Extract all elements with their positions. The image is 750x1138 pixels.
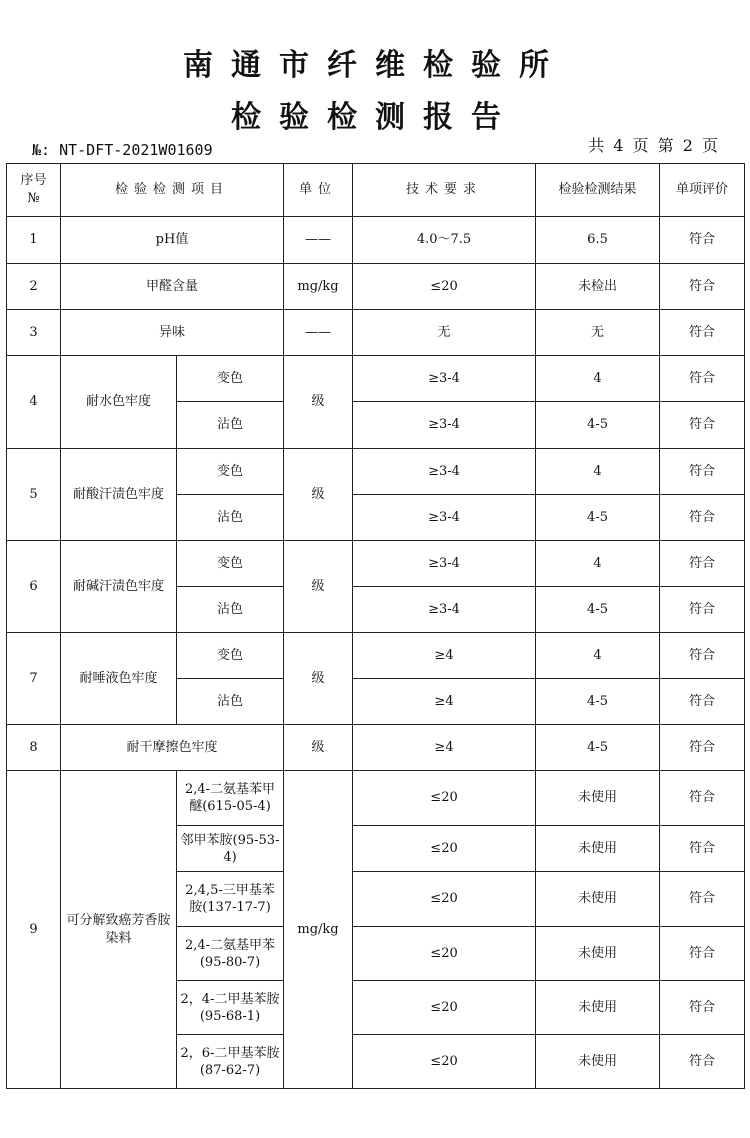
- header-verdict: 单项评价: [660, 164, 745, 217]
- unit-cell: 级: [284, 449, 353, 541]
- requirement-cell: ≥3-4: [353, 495, 536, 541]
- result-cell: 无: [536, 310, 660, 356]
- header-seq: 序号 №: [7, 164, 61, 217]
- item-cell: 耐碱汗渍色牢度: [61, 541, 177, 633]
- verdict-cell: 符合: [660, 1035, 745, 1089]
- seq-cell: 4: [7, 356, 61, 449]
- subitem-cell: 沾色: [177, 402, 284, 449]
- table-row: [7, 264, 745, 310]
- unit-cell: ——: [284, 310, 353, 356]
- result-cell: 未使用: [536, 927, 660, 981]
- verdict-cell: 符合: [660, 679, 745, 725]
- subitem-cell: 变色: [177, 356, 284, 402]
- org-title: 南通市纤维检验所: [183, 48, 567, 83]
- result-cell: 6.5: [536, 217, 660, 264]
- requirement-cell: ≥4: [353, 725, 536, 771]
- unit-cell: 级: [284, 633, 353, 725]
- table-row: [7, 356, 745, 402]
- requirement-cell: ≤20: [353, 981, 536, 1035]
- requirement-cell: ≤20: [353, 1035, 536, 1089]
- verdict-cell: 符合: [660, 927, 745, 981]
- seq-cell: 5: [7, 449, 61, 541]
- requirement-cell: ≥3-4: [353, 541, 536, 587]
- verdict-cell: 符合: [660, 771, 745, 826]
- seq-cell: 3: [7, 310, 61, 356]
- requirement-cell: ≤20: [353, 872, 536, 927]
- header-result: 检验检测结果: [536, 164, 660, 217]
- result-cell: 4-5: [536, 495, 660, 541]
- requirement-cell: ≥4: [353, 679, 536, 725]
- verdict-cell: 符合: [660, 310, 745, 356]
- result-cell: 4-5: [536, 587, 660, 633]
- result-cell: 4-5: [536, 402, 660, 449]
- verdict-cell: 符合: [660, 725, 745, 771]
- header-unit: 单位: [284, 164, 353, 217]
- requirement-cell: ≤20: [353, 826, 536, 872]
- unit-cell: ——: [284, 217, 353, 264]
- verdict-cell: 符合: [660, 587, 745, 633]
- verdict-cell: 符合: [660, 541, 745, 587]
- unit-cell: mg/kg: [284, 771, 353, 1089]
- requirement-cell: ≥3-4: [353, 402, 536, 449]
- subitem-cell: 2,4-二氨基苯甲醚(615-05-4): [177, 771, 284, 826]
- subitem-cell: 沾色: [177, 679, 284, 725]
- result-cell: 未使用: [536, 872, 660, 927]
- unit-cell: 级: [284, 541, 353, 633]
- table-row: [7, 725, 745, 771]
- verdict-cell: 符合: [660, 826, 745, 872]
- item-cell: 耐酸汗渍色牢度: [61, 449, 177, 541]
- table-row: [7, 541, 745, 587]
- verdict-cell: 符合: [660, 356, 745, 402]
- requirement-cell: ≥3-4: [353, 356, 536, 402]
- subitem-cell: 变色: [177, 633, 284, 679]
- requirement-cell: ≥3-4: [353, 587, 536, 633]
- requirement-cell: 4.0～7.5: [353, 217, 536, 264]
- result-cell: 4: [536, 449, 660, 495]
- page-info: 共 4 页 第 2 页: [588, 136, 720, 155]
- item-cell: pH值: [61, 217, 284, 264]
- subitem-cell: 邻甲苯胺(95-53-4): [177, 826, 284, 872]
- header-item: 检验检测项目: [61, 164, 284, 217]
- verdict-cell: 符合: [660, 449, 745, 495]
- subitem-cell: 沾色: [177, 587, 284, 633]
- result-cell: 4: [536, 356, 660, 402]
- seq-cell: 6: [7, 541, 61, 633]
- result-cell: 4-5: [536, 679, 660, 725]
- item-cell: 可分解致癌芳香胺染料: [61, 771, 177, 1089]
- verdict-cell: 符合: [660, 217, 745, 264]
- verdict-cell: 符合: [660, 264, 745, 310]
- seq-cell: 8: [7, 725, 61, 771]
- seq-cell: 7: [7, 633, 61, 725]
- unit-cell: 级: [284, 356, 353, 449]
- requirement-cell: ≤20: [353, 927, 536, 981]
- verdict-cell: 符合: [660, 402, 745, 449]
- unit-cell: mg/kg: [284, 264, 353, 310]
- table-row: [7, 771, 745, 826]
- item-cell: 耐唾液色牢度: [61, 633, 177, 725]
- item-cell: 耐水色牢度: [61, 356, 177, 449]
- subitem-cell: 2，4-二甲基苯胺(95-68-1): [177, 981, 284, 1035]
- unit-cell: 级: [284, 725, 353, 771]
- verdict-cell: 符合: [660, 495, 745, 541]
- item-cell: 异味: [61, 310, 284, 356]
- result-cell: 未使用: [536, 771, 660, 826]
- subitem-cell: 2，6-二甲基苯胺(87-62-7): [177, 1035, 284, 1089]
- requirement-cell: ≥4: [353, 633, 536, 679]
- item-cell: 甲醛含量: [61, 264, 284, 310]
- seq-cell: 9: [7, 771, 61, 1089]
- header-requirement: 技术要求: [353, 164, 536, 217]
- verdict-cell: 符合: [660, 633, 745, 679]
- subitem-cell: 变色: [177, 541, 284, 587]
- results-table: [6, 163, 745, 1089]
- seq-cell: 2: [7, 264, 61, 310]
- table-header-row: [7, 164, 745, 217]
- report-number: №: NT-DFT-2021W01609: [32, 141, 213, 159]
- result-cell: 未使用: [536, 981, 660, 1035]
- result-cell: 4-5: [536, 725, 660, 771]
- result-cell: 4: [536, 633, 660, 679]
- subitem-cell: 2,4-二氨基甲苯(95-80-7): [177, 927, 284, 981]
- report-title: 检验检测报告: [231, 100, 519, 135]
- table-row: [7, 310, 745, 356]
- result-cell: 未检出: [536, 264, 660, 310]
- requirement-cell: ≤20: [353, 264, 536, 310]
- item-cell: 耐干摩擦色牢度: [61, 725, 284, 771]
- table-row: [7, 217, 745, 264]
- subitem-cell: 变色: [177, 449, 284, 495]
- verdict-cell: 符合: [660, 981, 745, 1035]
- subitem-cell: 2,4,5-三甲基苯胺(137-17-7): [177, 872, 284, 927]
- result-cell: 4: [536, 541, 660, 587]
- result-cell: 未使用: [536, 826, 660, 872]
- result-cell: 未使用: [536, 1035, 660, 1089]
- requirement-cell: ≥3-4: [353, 449, 536, 495]
- table-row: [7, 633, 745, 679]
- seq-cell: 1: [7, 217, 61, 264]
- verdict-cell: 符合: [660, 872, 745, 927]
- table-row: [7, 449, 745, 495]
- requirement-cell: 无: [353, 310, 536, 356]
- requirement-cell: ≤20: [353, 771, 536, 826]
- subitem-cell: 沾色: [177, 495, 284, 541]
